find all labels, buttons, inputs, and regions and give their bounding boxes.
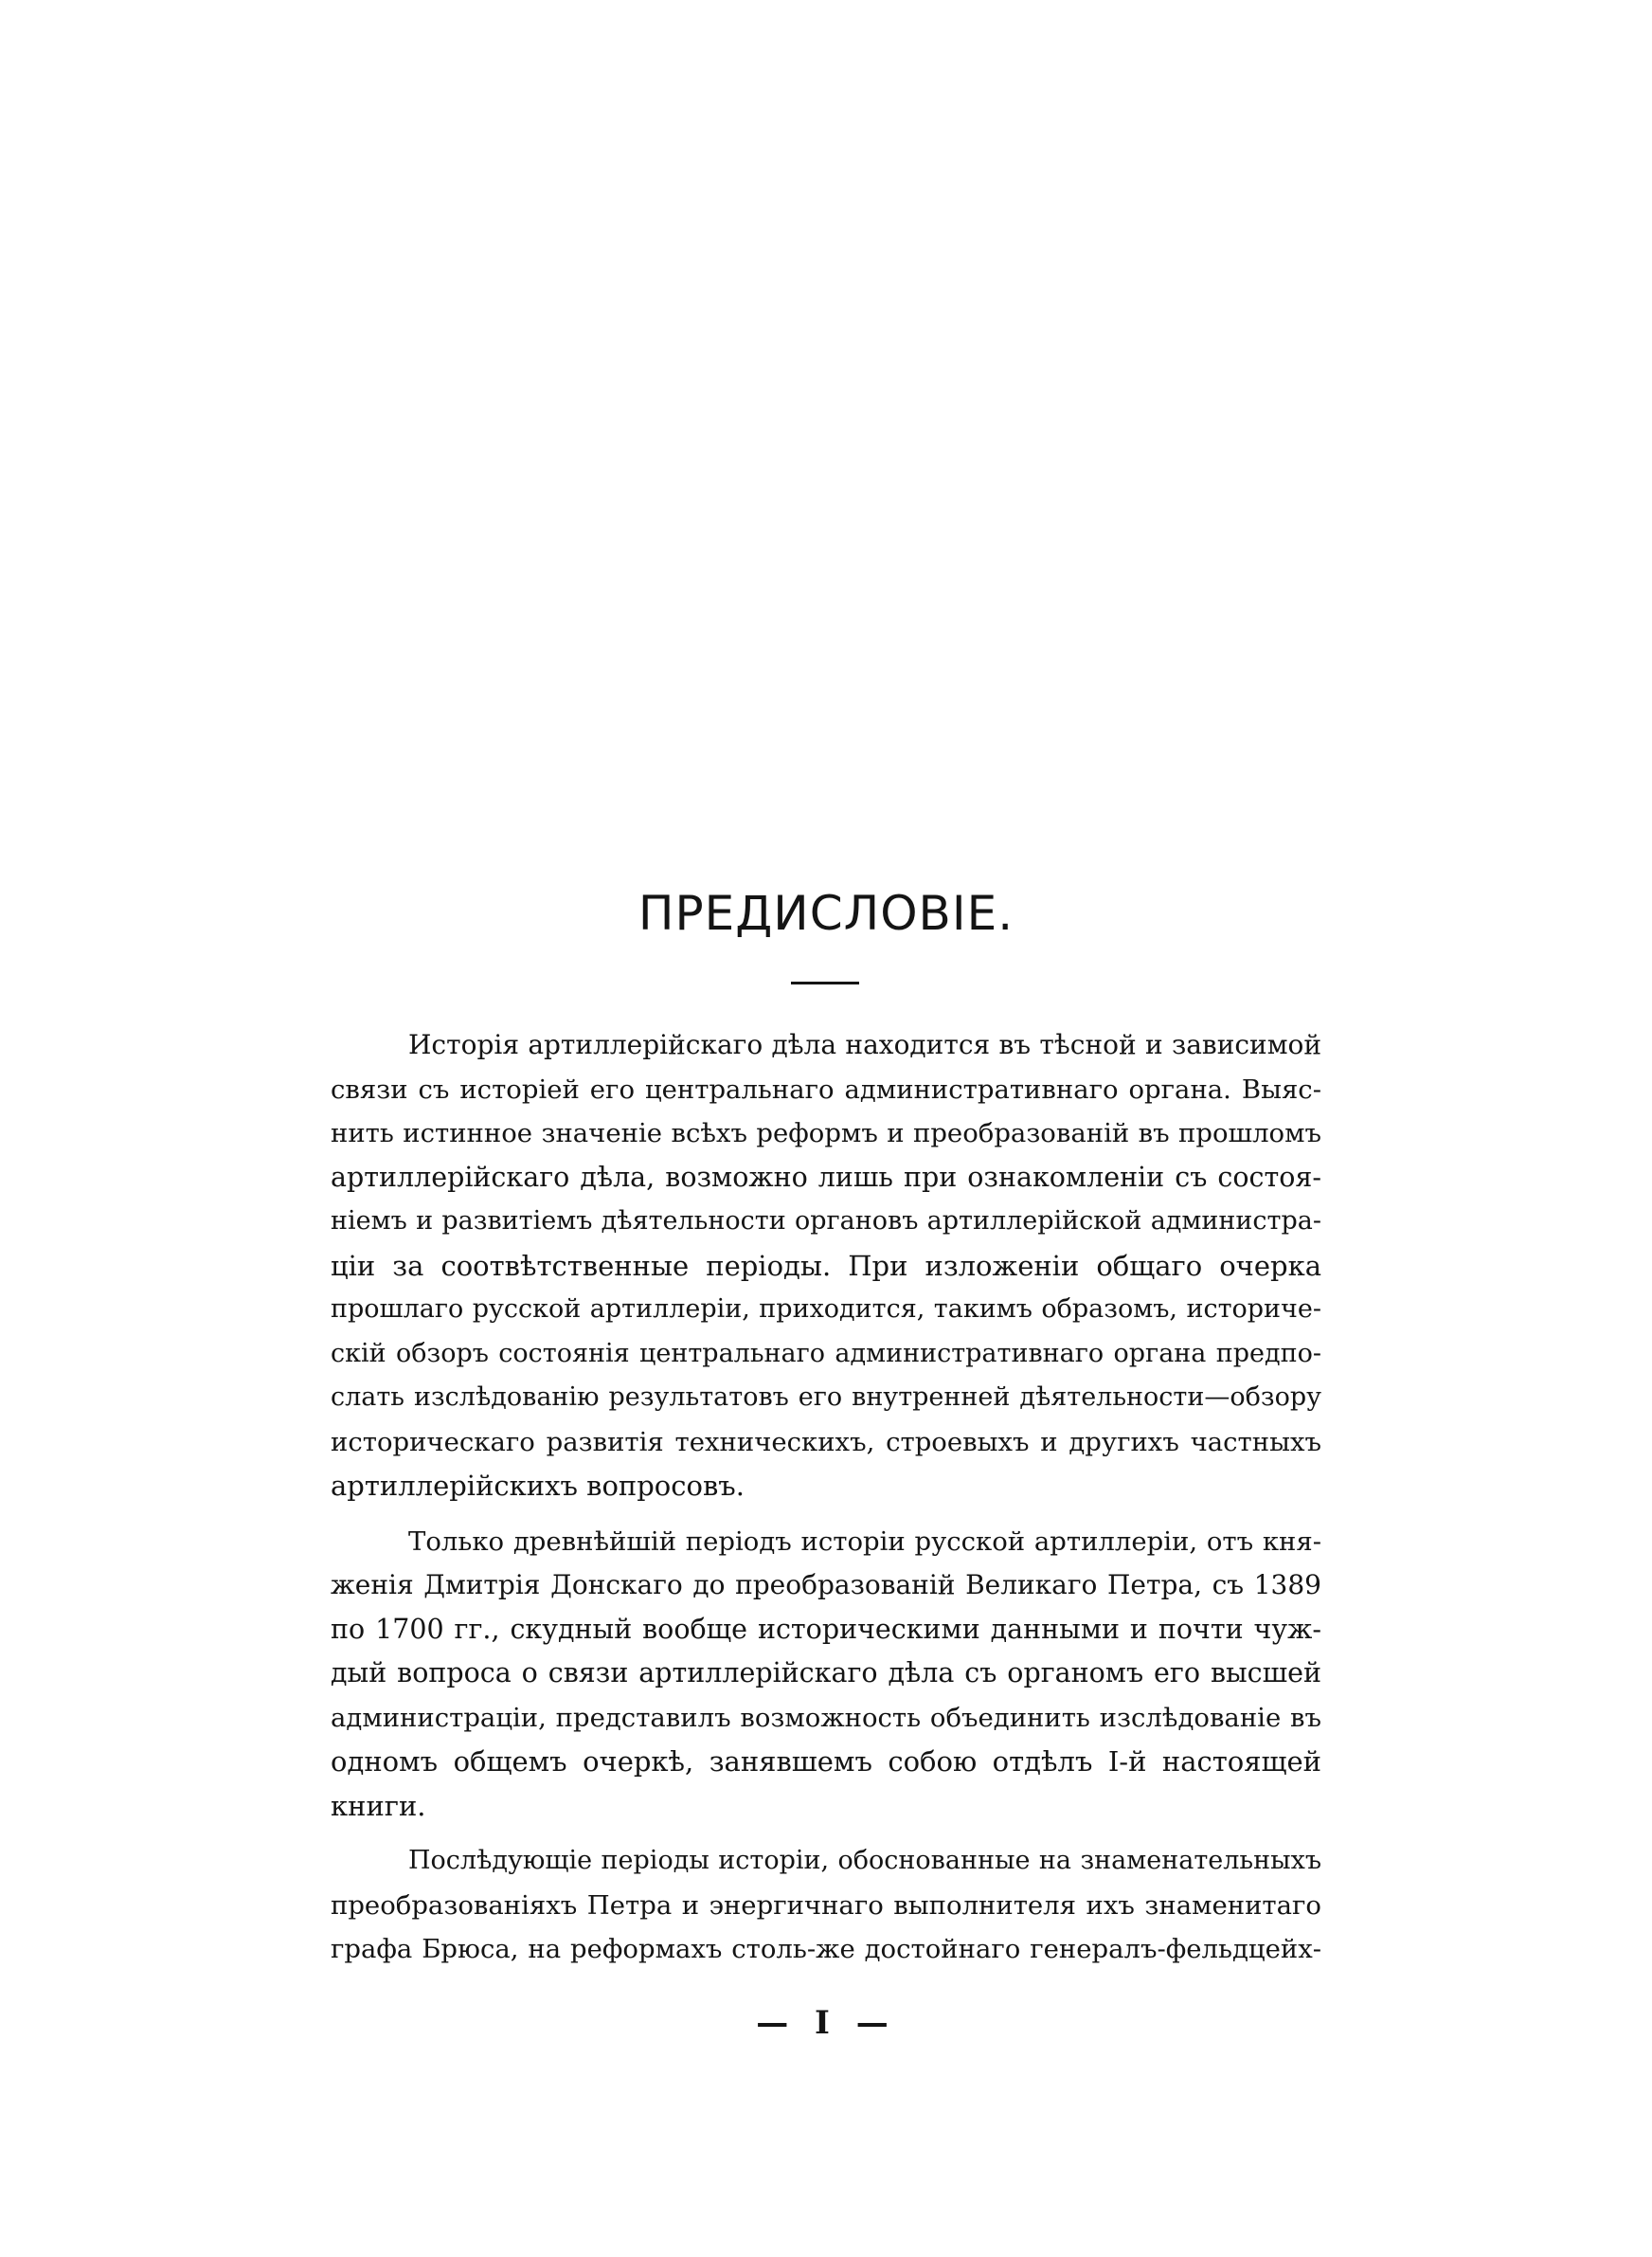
paragraph-3 — [331, 1839, 1321, 1972]
text-line: артиллерійскихъ вопросовъ. — [331, 1470, 745, 1502]
text-line: слать изслѣдованію результатовъ его внутренней дѣятельности—обзору — [331, 1382, 1321, 1412]
paragraph-1 — [331, 1023, 1321, 1508]
text-line: графа Брюса, на реформахъ столь-же достойнаго генералъ-фельдцейх- — [331, 1934, 1321, 1964]
text-line: администраціи, представилъ возможность объединить изслѣдованіе въ — [331, 1702, 1321, 1733]
text-line: артиллерійскаго дѣла, возможно лишь при ознакомленіи съ состоя- — [331, 1161, 1321, 1193]
title-divider — [791, 982, 859, 984]
text-line: прошлаго русской артиллеріи, приходится, такимъ образомъ, историче- — [331, 1294, 1321, 1324]
text-line: Только древнѣйшій періодъ исторіи русской артиллеріи, отъ кня- — [408, 1526, 1321, 1557]
text-line: Исторія артиллерійскаго дѣла находится въ тѣсной и зависимой — [408, 1029, 1321, 1060]
text-line: одномъ общемъ очеркѣ, занявшемъ собою отдѣлъ I-й настоящей — [331, 1745, 1321, 1778]
text-line: женія Дмитрія Донскаго до преобразованій Великаго Петра, съ 1389 — [331, 1569, 1321, 1600]
text-line: Послѣдующіе періоды исторіи, обоснованные на знаменательныхъ — [408, 1846, 1321, 1875]
text-line: по 1700 гг., скудный вообще историческими данными и почти чуж- — [331, 1613, 1321, 1645]
text-line: нить истинное значеніе всѣхъ реформъ и преобразованій въ прошломъ — [331, 1118, 1321, 1148]
page-title: ПРЕДИСЛОВІЕ. — [637, 886, 1015, 941]
page-number: — I — — [756, 2004, 896, 2042]
text-line: скій обзоръ состоянія центральнаго административнаго органа предпо- — [331, 1338, 1321, 1368]
text-line: ніемъ и развитіемъ дѣятельности органовъ артиллерійской администра- — [331, 1206, 1321, 1236]
body-text — [331, 1023, 1321, 1972]
paragraph-2 — [331, 1520, 1321, 1829]
text-line: книги. — [331, 1789, 426, 1822]
text-line: дый вопроса о связи артиллерійскаго дѣла съ органомъ его высшей — [331, 1657, 1321, 1688]
text-line: историческаго развитія техническихъ, строевыхъ и другихъ частныхъ — [331, 1426, 1321, 1457]
text-line: преобразованіяхъ Петра и энергичнаго выполнителя ихъ знаменитаго — [331, 1889, 1321, 1921]
text-line: ціи за соотвѣтственные періоды. При изложеніи общаго очерка — [331, 1249, 1321, 1282]
text-line: связи съ исторіей его центральнаго административнаго органа. Выяс- — [331, 1074, 1321, 1105]
